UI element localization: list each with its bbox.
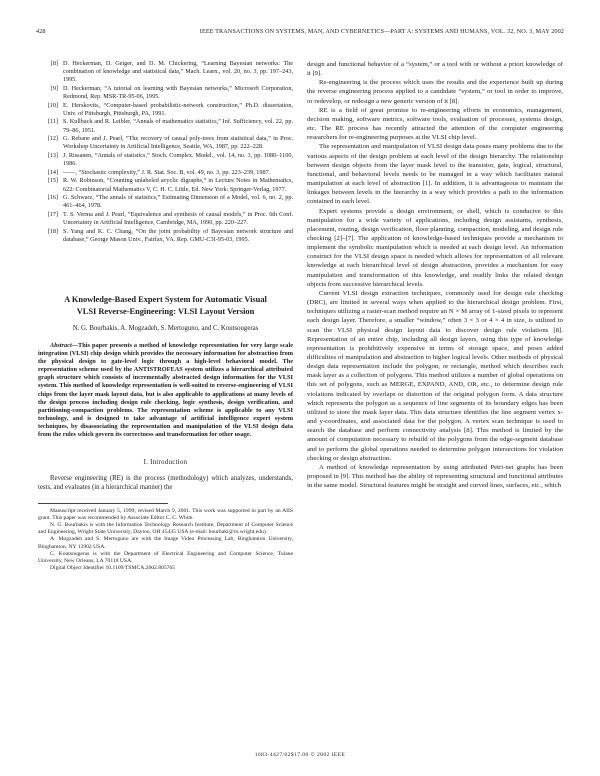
reference-number: [14] [47,168,58,176]
abstract [38,342,293,439]
reference-number: [12] [47,135,58,143]
body-paragraph: RE is a field of great promise to re-engineering efforts in economics, management, decision making, software metrics, software tools, evaluation of processes, systems design, etc. The RE process has recently attracted the attention of the computer engineering researchers for re-engineering purposes at the VLSI chip level. [307,106,563,142]
reference-item [38,135,293,151]
reference-item [38,85,293,101]
footnote-divider [38,503,168,504]
running-title: IEEE TRANSACTIONS ON SYSTEMS, MAN, AND CYBERNETICS—PART A: SYSTEMS AND HUMANS, VOL. 32, NO. 3, MAY 2002 [199,28,564,35]
reference-number: [10] [47,101,58,109]
right-column [307,60,563,490]
body-paragraph: Re-engineering is the process which uses the results and the experience built up during the reverse engineering process applied to a candidate “system,” or tool in order to improve, or redevelop, or redesign a new generic version of it [8]. [307,79,563,105]
abstract-text: This paper presents a method of knowledge representation for very large scale integration (VLSI) chip design which provides the necessary information for abstraction from the physical design to gate-level logic through a high-level behavioral model. The representation scheme used by the ANTISTROFEAS system utilizes a hierarchical attributed graph structure which consists of incrementally abstracted design information for the VLSI system. This method of knowledge representation is well-suited to reverse-engineering of VLSI chips from the layer mask layout data, but is also applicable to applications at many levels of the design process including design rule checking, logic synthesis, design verification, and partitioning-compaction problems. The representation scheme is applicable to any VLSI technology, and is designed to take advantage of artificial intelligence expert system techniques, by disassociating the representation and manipulation of the VLSI design data from the rules which govern its correctness and transformation for other usage. [38,342,293,439]
body-paragraph: The representation and manipulation of VLSI design data poses many problems due to the various aspects of the design problem at each level of the design hierarchy. The relationship between design objects from the layer mask level to the transistor, gate, logical, structural, functional, and behavioral levels needs to be managed in a way which facilitates natural manipulation at each level of abstraction [1]. In addition, it is advantageous to maintain the linkages between levels in the hierarchy in a way which provides a path to the information contained in each level. [307,143,563,206]
reference-text: J. Rissanen, “Annals of statistics,” Stoch. Complex. Model., vol. 14, no. 3, pp. 1080–1100, 1986. [63,152,293,168]
section-heading: I. Introduction [143,459,188,467]
intro-paragraph: Reverse engineering (RE) is the process (methodology) which analyzes, understands, tests, and evaluates (in a hierarchical manner) the [38,475,293,492]
footnote: A. Mogzadeh and S. Mertoguno are with the Image Video Processing Lab, Binghamton University, Binghamton, NY 13902 USA. [38,536,293,550]
reference-text: D. Heckerman, D. Geiger, and D. M. Chickering, “Learning Bayesian networks: The combination of knowledge and statistical data,” Mach. Learn., vol. 20, no. 3, pp. 197–243, 1995. [63,60,293,84]
reference-text: ——, “Stochastic complexity,” J. R. Stat. Soc. B, vol. 49, no. 3, pp. 223–239, 1987. [63,168,271,176]
reference-text: G. Schwarz, “The annals of statistics,” Estimating Dimension of a Model, vol. 6, no. 2, pp. 461–464, 1978. [63,194,293,210]
reference-item [38,60,293,84]
page-number: 428 [36,28,46,35]
copyright-code: 1083-4427/02$17.00 © 2002 IEEE [254,752,346,758]
reference-text: T. S. Verma and J. Pearl, “Equivalence and synthesis of causal models,” in Proc. 6th Conf. Uncertainty in Artificial Intelligence, Cambridge, MA, 1990, pp. 220–227. [63,211,293,227]
reference-number: [13] [47,152,58,159]
reference-item [38,102,293,118]
reference-item [38,228,293,244]
body-paragraph: Current VLSI design extraction techniques, commonly used for design rule checking (DRC), are limited in several ways when applied to the hierarchical design problem. First, techniques utilizing a raster-scan method require an N × M array of 1-sized pixels to represent each design layer. Therefore, a smaller “window,” often 3 × 3 or 4 × 4 in size, is utilized to scan the VLSI physical design layout data to discover design rule violations [8]. Representation of an entire chip, including all design layers, using this type of knowledge representation is prohibitively expensive in terms of storage space, and poses added difficulties of manipulation and abstraction to higher logical levels. Other methods of physical design data representation include the polygon, or rectangle, method which describes each mask layer as a collection of polygons. This method utilizes a number of global operations on this set of polygons, such as MERGE, EXPAND, AND, OR, etc., to determine design rule violations indicated by overlaps or distortion of the original polygon form. A data structure which represents the polygon as a sequence of line segments of its boundary edges has been utilized to store the mask layer data. This data structure identifies the line segment vertex x- and y-coordinates, and associated data for the polygon. A vertex scan technique is used to search the database and perform connectivity analysis [8]. This method is limited by the amount of computation necessary to rebuild of the polygons from the edge-segment database and to perform the global operations needed to determine polygon intersections for violation checking or design abstraction. [307,289,563,462]
footnote-doi: Digital Object Identifier 10.1109/TSMCA.2002.805765 [50,565,176,572]
reference-number: [16] [47,194,58,202]
reference-number: [15] [47,177,58,185]
paper-title-line: VLSI Reverse-Engineering: VLSI Layout Version [76,306,255,316]
author-list: N. G. Bourbakis, A. Mogzadeh, S. Mertoguno, and C. Koutsougeras [72,325,259,332]
reference-number: [17] [47,211,58,219]
reference-text: E. Herskovits, “Computer-based probabilistic-network construction,” Ph.D. dissertation, Univ. of Pittsburgh, Pittsburgh, PA, 1991. [63,101,293,117]
abstract-label: Abstract— [50,342,78,349]
paper-title-line: A Knowledge-Based Expert System for Automatic Visual [64,295,267,304]
reference-text: S. Kullback and R. Leibler, “Annals of mathematics statistics,” Inf. Sufficiency, vol. 22, pp. 79–86, 1951. [63,118,293,134]
left-column [38,60,293,572]
reference-item [38,118,293,134]
footnote: C. Koutsougeras is with the Department of Electrical Engineering and Computer Science, Tulane University, New Orleans, LA 70118 USA. [38,550,293,564]
reference-item [38,211,293,227]
reference-item [38,177,293,193]
reference-text: S. Yang and K. C. Chang, “On the joint probability of Bayesian network structure and database,” George Mason Univ., Fairfax, VA. Rep. GMU-C3I-95-03, 1995. [63,227,293,243]
reference-number: [8] [50,60,58,67]
reference-number: [11] [47,118,58,126]
reference-item [38,152,293,168]
body-paragraph: Expert systems provide a design environment, or shell, which is conducive to this manipulation for a wide variety of applications, including design assistants, synthesis, placement, routing, design verification, floor planning, compaction, modeling, and design rule checking [2]–[7]. The application of knowledge-based techniques provide a mechanism to implement the symbolic manipulation which is needed at each design level. An information construct for the VLSI design space is needed which allows for representation of all relevant knowledge at each hierarchical level of design abstraction, provides a mechanism for easy manipulation and transformation of this knowledge, and readily links the related design objects from successive hierarchical levels. [307,207,563,288]
reference-text: D. Heckerman, “A tutorial on learning with Bayesian networks,” Microsoft Corporation, Redmond, Rep. MSR-TR-95-06, 1995. [63,84,293,100]
footnote: N. G. Bourbakis is with the Information Technology Research Institute, Department of Computer Science and Engineering, Wright State University, Dayton, OH 45435 USA (e-mail: bourbaki@cs.wright.edu). [38,521,293,536]
reference-item [38,169,293,177]
body-paragraph: A method of knowledge representation by using attributed Petri-net graphs has been proposed in [9]. This method has the ability of representing structural and functional attributes in the same model. Structural features might be straight and curved lines, surfaces, etc., which [307,463,563,490]
body-paragraph: design and functional behavior of a “system,” or a tool with or without a priori knowledge of it [9]. [307,61,563,78]
reference-list [38,60,293,244]
running-header [36,28,564,38]
reference-number: [18] [47,227,58,235]
reference-item [38,194,293,210]
footnote: Manuscript received January 5, 1999; revised March 9, 2001. This work was supported in part by an AIIS grant. This paper was recommended by Associate Editor C. C. White. [38,507,293,521]
reference-text: G. Rebane and J. Pearl, “The recovery of causal poly-trees from statistical data,” in Proc. Workshop Uncertainty in Artificial Intelligence, Seattle, WA, 1987, pp. 222–228. [63,135,293,151]
reference-text: R. W. Robinson, “Counting unlabeled acyclic digraphs,” in Lecture Notes in Mathematics, 622: Combinatorial Mathematics V, C. H. C. Little, Ed. New York: Springer-Verlag, 1977. [63,177,293,193]
reference-number: [9] [50,84,58,92]
paper-title [38,294,293,317]
